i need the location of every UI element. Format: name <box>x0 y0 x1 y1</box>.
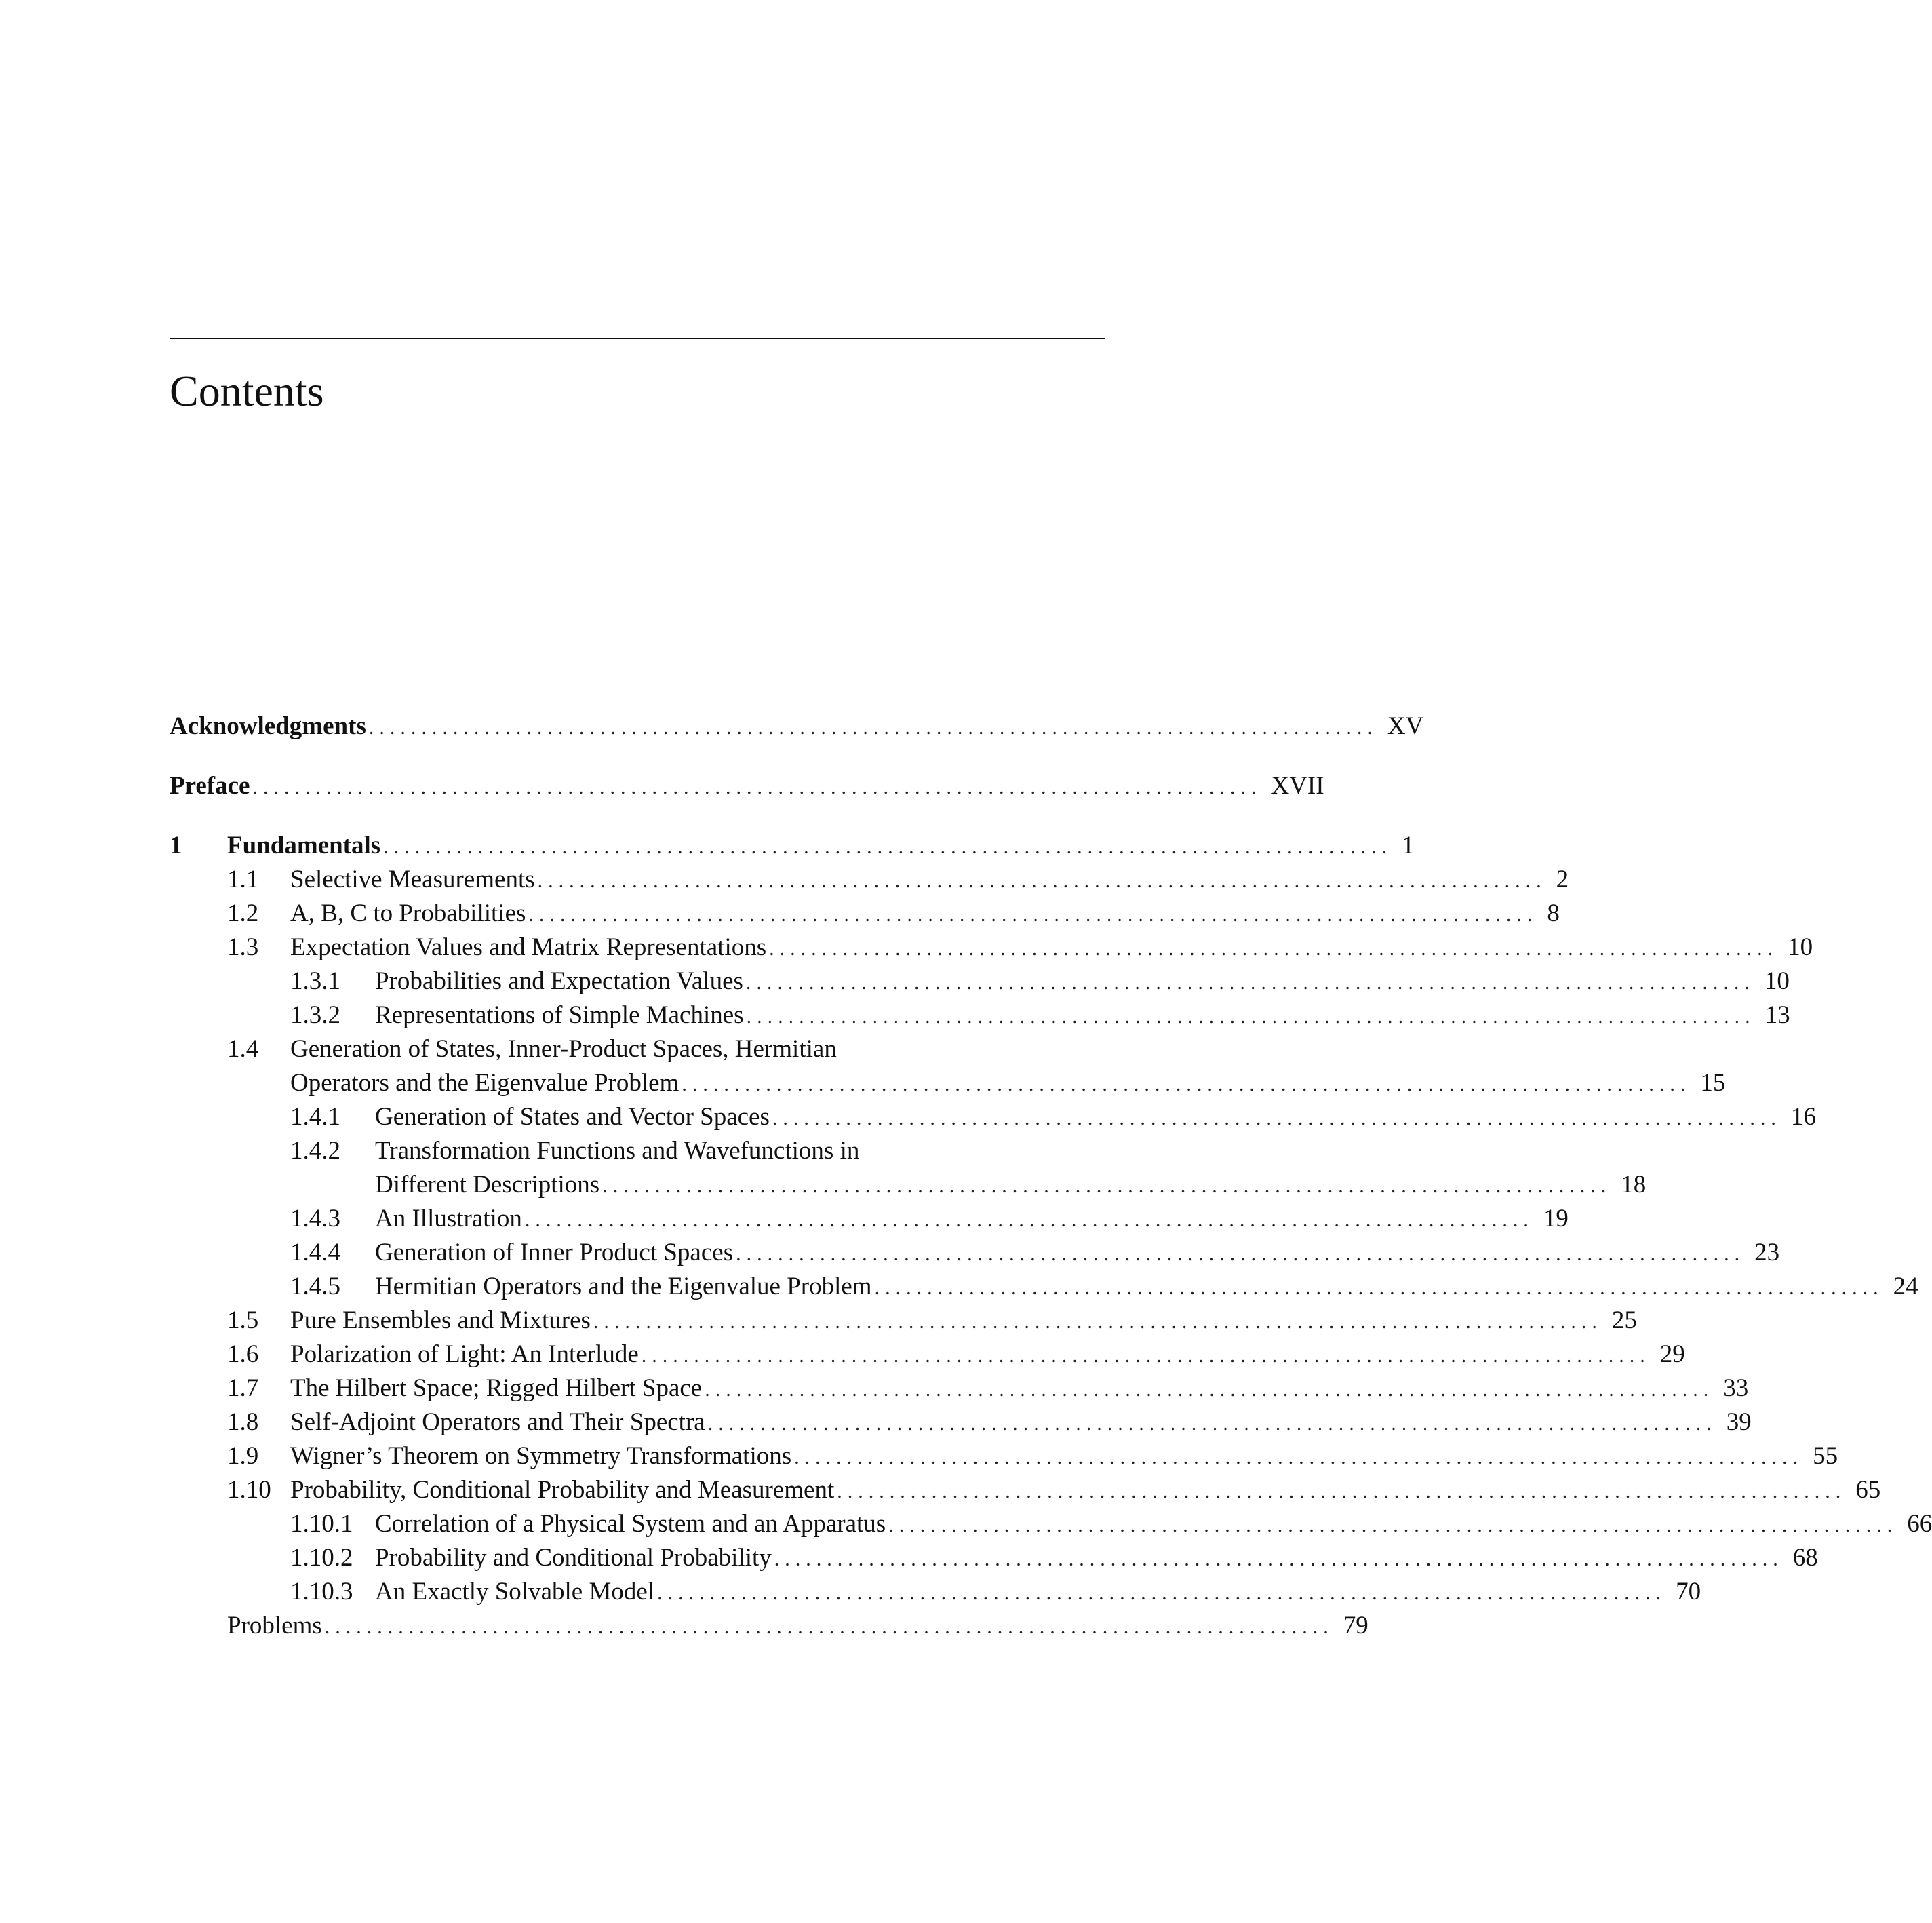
toc-entry-1-4[interactable] <box>170 1032 1105 1066</box>
toc-page: 23 <box>1754 1239 1780 1266</box>
toc-title: Preface <box>170 772 250 800</box>
toc-entry-1-3-2[interactable] <box>170 998 1790 1032</box>
toc-number: 1.2 <box>227 899 259 927</box>
toc-page: 29 <box>1659 1340 1685 1368</box>
toc-entry-1-9[interactable] <box>170 1439 1838 1473</box>
dot-leader: ................................................................................................ <box>769 937 1779 960</box>
toc-title: The Hilbert Space; Rigged Hilbert Space <box>290 1374 703 1402</box>
toc-page: 18 <box>1621 1171 1647 1199</box>
toc-number: 1.4.1 <box>290 1103 340 1131</box>
toc-number: 1.10 <box>227 1476 271 1504</box>
toc-number: 1.4.2 <box>290 1137 340 1165</box>
toc-title: Representations of Simple Machines <box>375 1001 744 1029</box>
toc-number: 1.5 <box>227 1306 259 1334</box>
toc-title: Fundamentals <box>227 832 381 859</box>
toc-entry-1-8[interactable] <box>170 1405 1752 1439</box>
toc-number: 1.3.1 <box>290 967 340 995</box>
dot-leader: ................................................................................................ <box>772 1107 1781 1129</box>
dot-leader: ................................................................................................ <box>705 1378 1714 1401</box>
toc-entry-1-3-1[interactable] <box>170 965 1790 998</box>
dot-leader: ................................................................................................ <box>528 904 1538 926</box>
toc-number: 1.4.4 <box>290 1239 340 1266</box>
toc-title: An Illustration <box>375 1205 522 1232</box>
toc-title: Generation of States, Inner-Product Spaces, Hermitian <box>290 1035 837 1063</box>
toc-page: 1 <box>1402 832 1415 859</box>
toc-entry-preface[interactable] <box>170 769 1324 803</box>
toc-page: 39 <box>1726 1408 1752 1436</box>
dot-leader: ................................................................................................ <box>736 1243 1746 1265</box>
toc-title: Correlation of a Physical System and an Apparatus <box>375 1510 886 1538</box>
toc-title: Transformation Functions and Wavefunctions in <box>375 1137 860 1165</box>
dot-leader: ................................................................................................ <box>641 1344 1651 1367</box>
toc-title-continued: Operators and the Eigenvalue Problem <box>290 1069 679 1097</box>
table-of-contents <box>170 710 1932 1643</box>
dot-leader: ................................................................................................ <box>888 1514 1898 1536</box>
toc-entry-1-10[interactable] <box>170 1473 1881 1507</box>
toc-page: 10 <box>1764 967 1790 995</box>
toc-entry-1-4-4[interactable] <box>170 1236 1780 1270</box>
toc-title: Expectation Values and Matrix Representations <box>290 933 767 961</box>
dot-leader: ................................................................................................ <box>874 1277 1884 1299</box>
toc-page: 15 <box>1700 1069 1726 1097</box>
toc-entry-1-1[interactable] <box>170 863 1569 897</box>
toc-title: A, B, C to Probabilities <box>290 899 526 927</box>
toc-number: 1.4.5 <box>290 1273 340 1300</box>
toc-entry-1-10-1[interactable] <box>170 1507 1932 1541</box>
toc-number: 1.10.3 <box>290 1578 353 1606</box>
toc-entry-chapter-1[interactable] <box>170 829 1415 863</box>
dot-leader: ................................................................................................ <box>794 1446 1804 1469</box>
toc-page: 19 <box>1543 1205 1569 1232</box>
dot-leader: ................................................................................................ <box>324 1616 1334 1638</box>
toc-number: 1 <box>170 832 182 859</box>
toc-page: 8 <box>1547 899 1560 927</box>
toc-entry-1-10-3[interactable] <box>170 1575 1701 1609</box>
toc-number: 1.1 <box>227 866 259 893</box>
toc-page: 70 <box>1676 1578 1701 1606</box>
toc-title: Probability, Conditional Probability and Measurement <box>290 1476 835 1504</box>
dot-leader: ................................................................................................ <box>383 836 1393 858</box>
dot-leader: ................................................................................................ <box>537 870 1547 892</box>
toc-page: 2 <box>1556 866 1569 893</box>
toc-title: Acknowledgments <box>170 712 366 740</box>
toc-entry-1-10-2[interactable] <box>170 1541 1818 1575</box>
dot-leader: ................................................................................................ <box>774 1548 1783 1570</box>
toc-page: 68 <box>1792 1544 1818 1572</box>
dot-leader: ................................................................................................ <box>593 1310 1602 1333</box>
toc-page: XV <box>1387 712 1424 740</box>
dot-leader: ................................................................................................ <box>837 1480 1847 1502</box>
toc-entry-1-4-3[interactable] <box>170 1202 1569 1236</box>
toc-number: 1.6 <box>227 1340 259 1368</box>
toc-number: 1.7 <box>227 1374 259 1402</box>
toc-entry-1-4-5[interactable] <box>170 1270 1918 1304</box>
toc-entry-1-4-2[interactable] <box>170 1134 1105 1168</box>
toc-page: 65 <box>1855 1476 1881 1504</box>
toc-entry-1-2[interactable] <box>170 897 1560 931</box>
toc-entry-1-3[interactable] <box>170 931 1813 965</box>
dot-leader: ................................................................................................ <box>657 1582 1667 1604</box>
toc-page: 25 <box>1611 1306 1637 1334</box>
toc-page: 16 <box>1790 1103 1816 1131</box>
dot-leader: ................................................................................................ <box>745 971 1755 994</box>
toc-number: 1.3 <box>227 933 259 961</box>
toc-number: 1.10.1 <box>290 1510 353 1538</box>
toc-page: 13 <box>1765 1001 1790 1029</box>
dot-leader: ................................................................................................ <box>682 1073 1691 1095</box>
toc-entry-1-4-continued[interactable] <box>170 1066 1726 1100</box>
toc-title: Problems <box>227 1612 322 1639</box>
toc-entry-problems[interactable] <box>170 1609 1368 1643</box>
toc-title: Pure Ensembles and Mixtures <box>290 1306 591 1334</box>
toc-number: 1.9 <box>227 1442 259 1470</box>
dot-leader: ................................................................................................ <box>524 1209 1534 1231</box>
toc-number: 1.4 <box>227 1035 259 1063</box>
dot-leader: ................................................................................................ <box>368 716 1378 739</box>
toc-entry-1-4-1[interactable] <box>170 1100 1816 1134</box>
toc-entry-1-5[interactable] <box>170 1304 1637 1338</box>
toc-page: 66 <box>1907 1510 1932 1538</box>
toc-page: 24 <box>1893 1273 1918 1300</box>
toc-title: Polarization of Light: An Interlude <box>290 1340 639 1368</box>
toc-page: 10 <box>1788 933 1813 961</box>
toc-title: Probabilities and Expectation Values <box>375 967 743 995</box>
toc-title: Selective Measurements <box>290 866 535 893</box>
toc-page: 79 <box>1343 1612 1368 1639</box>
toc-entry-1-7[interactable] <box>170 1372 1749 1405</box>
toc-number: 1.10.2 <box>290 1544 353 1572</box>
toc-entry-acknowledgments[interactable] <box>170 710 1424 743</box>
toc-page: 55 <box>1813 1442 1838 1470</box>
dot-leader: ................................................................................................ <box>707 1412 1717 1435</box>
toc-page: XVII <box>1271 772 1324 800</box>
toc-title: Generation of States and Vector Spaces <box>375 1103 770 1131</box>
toc-title: Hermitian Operators and the Eigenvalue Problem <box>375 1273 872 1300</box>
toc-entry-1-6[interactable] <box>170 1338 1685 1372</box>
toc-title: Probability and Conditional Probability <box>375 1544 772 1572</box>
page-title: Contents <box>170 367 324 415</box>
toc-page: 33 <box>1723 1374 1749 1402</box>
toc-number: 1.8 <box>227 1408 259 1436</box>
toc-entry-1-4-2-continued[interactable] <box>170 1168 1647 1202</box>
dot-leader: ................................................................................................ <box>746 1005 1756 1028</box>
toc-title: An Exactly Solvable Model <box>375 1578 655 1606</box>
toc-title: Wigner’s Theorem on Symmetry Transformations <box>290 1442 792 1470</box>
dot-leader: ................................................................................................ <box>602 1175 1612 1197</box>
toc-number: 1.4.3 <box>290 1205 340 1232</box>
dot-leader: ................................................................................................ <box>252 776 1262 798</box>
toc-title: Self-Adjoint Operators and Their Spectra <box>290 1408 705 1436</box>
toc-title-continued: Different Descriptions <box>375 1171 600 1199</box>
header-rule <box>170 338 1105 339</box>
toc-number: 1.3.2 <box>290 1001 340 1029</box>
toc-title: Generation of Inner Product Spaces <box>375 1239 734 1266</box>
